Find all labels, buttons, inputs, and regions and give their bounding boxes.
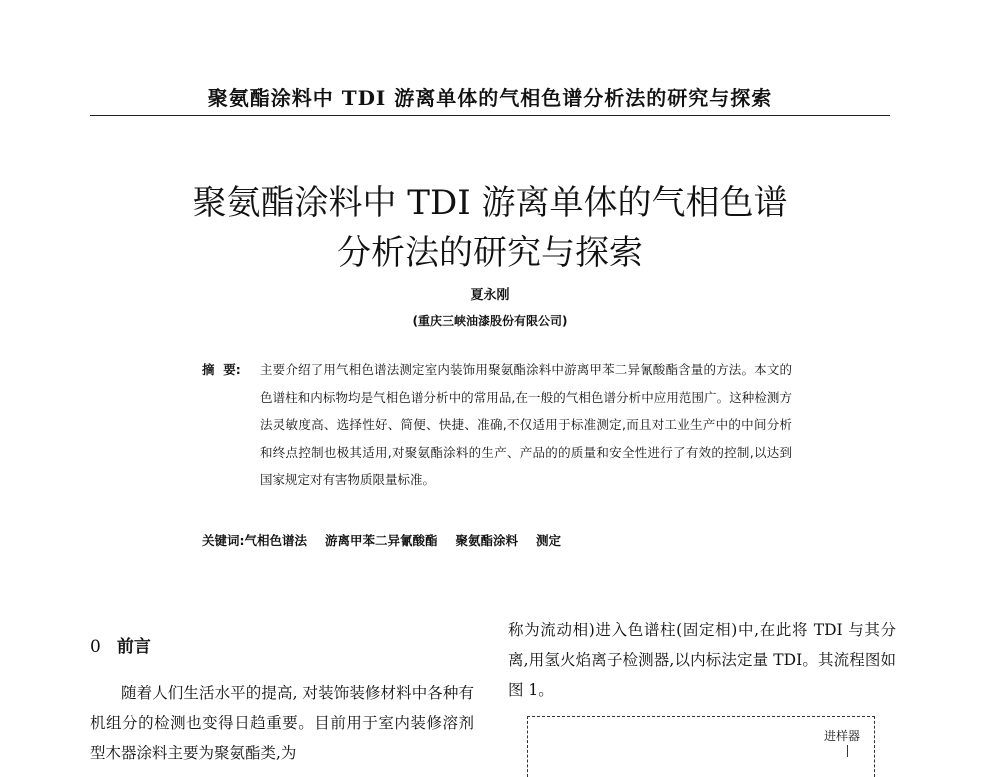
section-title: 前言 — [116, 637, 151, 657]
section-number: 0 — [90, 637, 101, 657]
paragraph: 随着人们生活水平的提高, 对装饰装修材料中各种有机组分的检测也变得日趋重要。目前用于室内装修溶剂型木器涂料主要为聚氨酯类,为 — [90, 684, 474, 762]
header-rule — [90, 115, 890, 116]
keyword: 测定 — [536, 533, 562, 548]
abstract-text: 主要介绍了用气相色谱法测定室内装饰用聚氨酯涂料中游离甲苯二异氰酸酯含量的方法。本文的色谱柱和内标物均是气相色谱分析中的常用品,在一般的气相色谱分析中应用范围广。这种检测方法灵敏度高、选择性好、简便、快捷、准确,不仅适用于标准测定,而且对工业生产中的中间分析和终点控制也极其适用,对聚氨酯涂料的生产、产品的的质量和安全性进行了有效的控制,以达到国家规定对有害物质限量标准。 — [260, 362, 792, 487]
keywords-label: 关键词: — [202, 533, 245, 548]
title-line-2: 分析法的研究与探索 — [337, 233, 643, 273]
section-heading — [90, 632, 151, 657]
title-line-1: 聚氨酯涂料中 TDI 游离单体的气相色谱 — [192, 183, 788, 223]
left-column — [90, 678, 474, 768]
running-head: 聚氨酯涂料中 TDI 游离单体的气相色谱分析法的研究与探索 — [207, 86, 773, 110]
author: 夏永刚 — [470, 288, 510, 303]
paper-title — [130, 178, 850, 278]
abstract — [202, 356, 792, 494]
keyword: 聚氨酯涂料 — [455, 533, 519, 548]
flow-arrow — [847, 745, 848, 757]
abstract-label: 摘 要: — [202, 362, 241, 377]
keywords — [202, 531, 792, 549]
keyword: 游离甲苯二异氰酸酯 — [325, 533, 438, 548]
keyword: 气相色谱法 — [244, 533, 308, 548]
paragraph: 称为流动相)进入色谱柱(固定相)中,在此将 TDI 与其分离,用氢火焰离子检测器,以内标法定量 TDI。其流程图如图 1。 — [508, 621, 896, 699]
injector-label: 进样器 — [823, 729, 860, 743]
right-column — [508, 615, 896, 705]
affiliation: (重庆三峡油漆股份有限公司) — [412, 314, 568, 328]
flowchart-figure — [527, 716, 875, 777]
